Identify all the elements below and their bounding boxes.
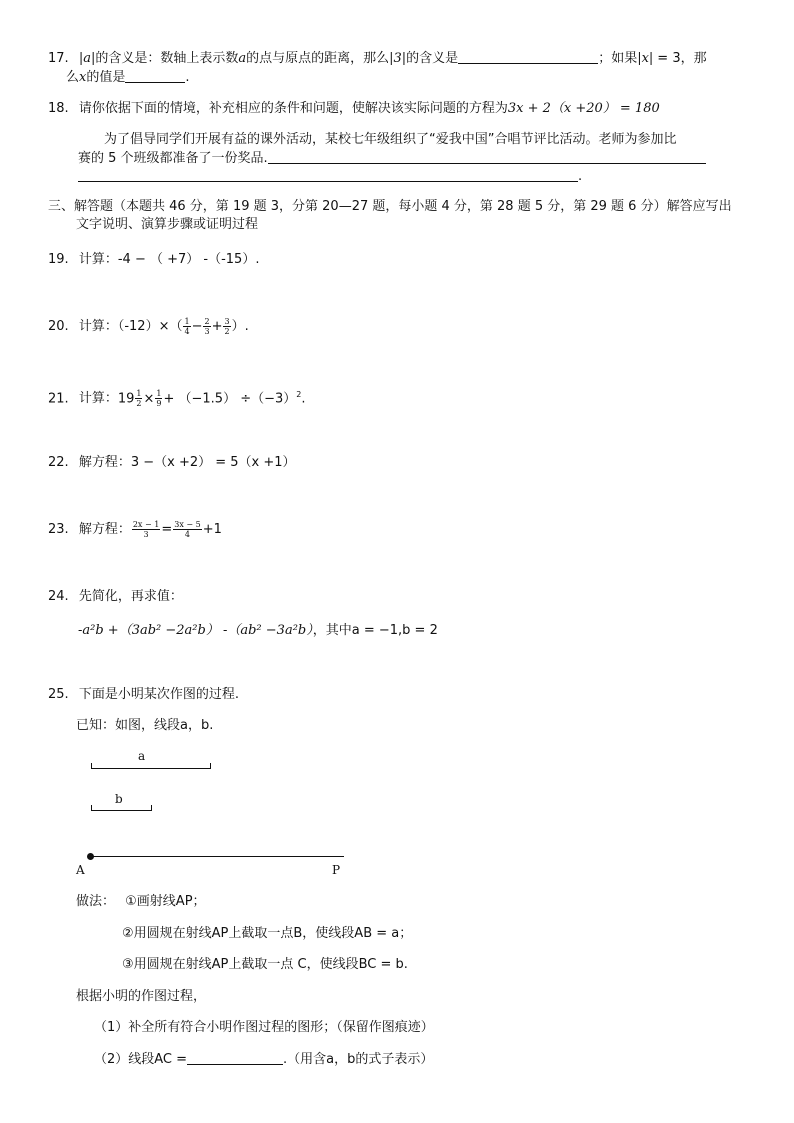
text: 么 — [66, 70, 80, 85]
expression: +1 — [202, 522, 222, 537]
operator: = — [161, 522, 173, 537]
fraction: $\frac{2x - 1}{3}$ — [132, 520, 160, 539]
section-3-heading: 三、解答题（本题共 46 分，第 19 题 3，分第 20—27 题，每小题 4 分，第 28 题 5 分，第 29 题 6 分）解答应写出 — [48, 199, 732, 214]
question-21 — [48, 386, 306, 408]
expression: + （−1.5） ÷（−3） — [163, 391, 297, 407]
question-24-expression — [78, 622, 438, 640]
question-25 — [48, 686, 239, 704]
question-text: 请你依据下面的情境，补充相应的条件和问题，使解决该实际问题的方程为 — [78, 101, 508, 116]
segment-b-label: b — [115, 792, 123, 806]
fraction: $\frac{1}{4}$ — [184, 317, 190, 336]
question-label: 先简化，再求值： — [78, 589, 183, 604]
question-label: 计算： — [78, 319, 118, 334]
operator: × — [143, 391, 155, 407]
method-step-2: ②用圆规在射线AP上截取一点B，使线段AB = a； — [122, 926, 413, 941]
step-text: ①画射线AP； — [125, 894, 206, 909]
question-label: 解方程： — [78, 522, 131, 537]
fraction: $\frac{1}{9}$ — [156, 389, 162, 409]
question-number: 25. — [48, 687, 69, 702]
math-abs-x: |x| — [637, 51, 654, 66]
question-19 — [48, 251, 259, 269]
question-number: 23. — [48, 522, 69, 537]
question-24 — [48, 588, 183, 606]
fraction: $\frac{2}{3}$ — [204, 317, 210, 336]
question-text: 下面是小明某次作图的过程. — [78, 687, 239, 702]
segment-b-line — [91, 810, 152, 811]
answer-blank[interactable] — [125, 69, 185, 83]
fraction: $\frac{3x - 5}{4}$ — [174, 520, 201, 539]
question-18-answer-line — [78, 168, 582, 186]
question-22 — [48, 454, 296, 472]
method-step-3: ③用圆规在射线AP上截取一点 C，使线段BC = b. — [122, 957, 408, 972]
segment-a-line — [91, 768, 211, 769]
operator: − — [191, 319, 203, 334]
question-17-line-2 — [66, 69, 190, 87]
math-a: a — [238, 51, 247, 66]
question-number: 18. — [48, 101, 69, 116]
question-number: 19. — [48, 252, 69, 267]
segment-a-tick-right — [210, 763, 211, 768]
exponent: 2 — [296, 390, 302, 399]
section-3-heading-line-2: 文字说明、演算步骤或证明过程 — [76, 217, 259, 232]
period: . — [185, 70, 190, 85]
ray-ap-line — [91, 856, 344, 857]
question-label: 计算： — [78, 252, 118, 267]
text: 赛的 5 个班级都准备了一份奖品. — [78, 151, 268, 166]
mixed-number-whole: 19 — [117, 391, 135, 407]
text: 的值是 — [86, 70, 126, 85]
text: 的点与原点的距离，那么 — [246, 51, 390, 66]
text: .（用含a，b的式子表示） — [283, 1052, 434, 1067]
sub-question-2 — [94, 1051, 433, 1069]
math-abs-a: |a| — [78, 51, 96, 66]
question-25-given: 已知：如图，线段a，b. — [76, 718, 214, 733]
period: . — [301, 391, 306, 407]
equation: 3 −（x +2） = 5（x +1） — [130, 455, 296, 470]
sub-question-1: （1）补全所有符合小明作图过程的图形；（保留作图痕迹） — [94, 1020, 434, 1035]
question-20 — [48, 317, 249, 336]
text: （2）线段AC = — [94, 1052, 188, 1067]
answer-blank[interactable] — [78, 168, 578, 182]
text: = 3，那 — [657, 51, 707, 66]
question-label: 解方程： — [78, 455, 131, 470]
question-18-scenario-line-2 — [78, 150, 706, 168]
segment-b-tick-left — [91, 805, 92, 810]
question-number: 20. — [48, 319, 69, 334]
expression: -a²b +（3ab² −2a²b） -（ab² −3a²b） — [78, 623, 313, 638]
question-18-scenario-line-1: 为了倡导同学们开展有益的课外活动，某校七年级组织了“爱我中国”合唱节评比活动。老师为参加比 — [104, 132, 677, 147]
basis-text: 根据小明的作图过程， — [76, 989, 207, 1004]
answer-blank[interactable] — [268, 150, 706, 164]
expression: -4 − （ +7） -（-15）. — [117, 252, 260, 267]
fraction: $\frac{3}{2}$ — [224, 317, 230, 336]
question-17-line-1 — [48, 50, 707, 68]
condition: ，其中a = −1,b = 2 — [312, 623, 438, 638]
text: 的含义是：数轴上表示数 — [95, 51, 239, 66]
text: ；如果 — [598, 51, 638, 66]
question-23 — [48, 520, 222, 539]
question-number: 21. — [48, 391, 69, 407]
math-x: x — [79, 70, 87, 85]
answer-blank[interactable] — [187, 1051, 283, 1065]
expression: （-12）×（ — [117, 319, 183, 334]
period: . — [578, 169, 583, 184]
question-number: 17. — [48, 51, 69, 66]
point-a-label: A — [76, 863, 85, 877]
segment-a-label: a — [138, 749, 146, 763]
fraction: $\frac{1}{2}$ — [136, 389, 142, 409]
segment-b-tick-right — [151, 805, 152, 810]
question-label: 计算： — [78, 391, 118, 407]
question-18-line-1 — [48, 100, 660, 118]
operator: + — [211, 319, 223, 334]
expression-end: ）. — [231, 319, 249, 334]
equation: 3x + 2（x +20） = 180 — [507, 101, 660, 116]
method-label: 做法： — [76, 894, 116, 909]
question-number: 24. — [48, 589, 69, 604]
text: 的含义是 — [406, 51, 459, 66]
answer-blank[interactable] — [458, 50, 598, 64]
point-p-label: P — [332, 863, 341, 877]
question-number: 22. — [48, 455, 69, 470]
segment-a-tick-left — [91, 763, 92, 768]
math-abs-3: |3| — [389, 51, 407, 66]
method-step-1 — [76, 893, 206, 911]
